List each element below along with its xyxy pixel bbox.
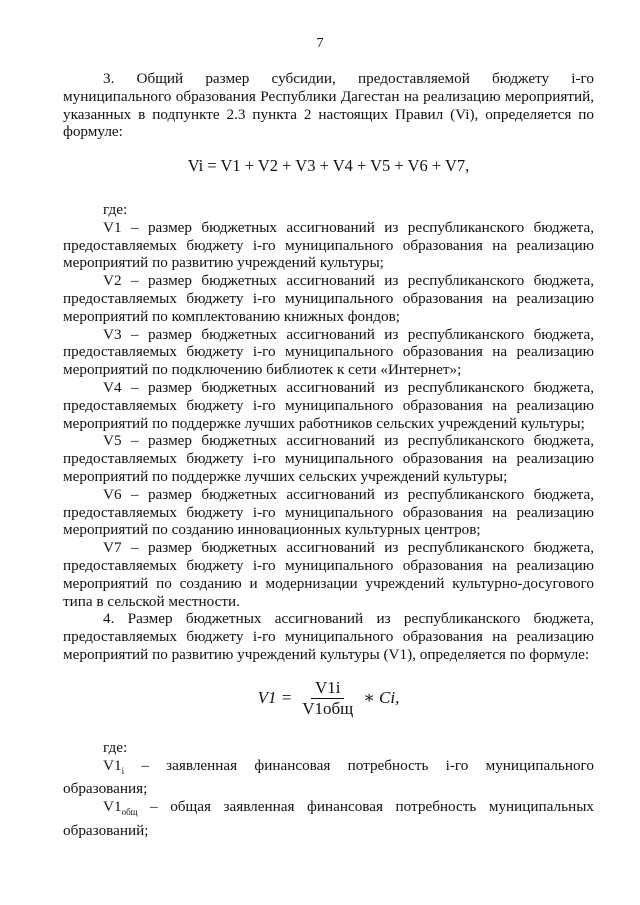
- definition-v1obsch: [63, 798, 594, 840]
- definition-v1i: [63, 757, 594, 799]
- definition-v6: V6 – размер бюджетных ассигнований из республиканского бюджета, предоставляемых бюджету i-го муниципального образования на реализацию мероприятий по созданию инновационных культурных центров;: [63, 485, 594, 539]
- formula-v1-lhs: V1 =: [257, 688, 293, 708]
- definition-v1obsch-text: – общая заявленная финансовая потребность муниципальных образований;: [63, 798, 594, 839]
- definition-v1i-subscript: i: [121, 765, 125, 776]
- paragraph-4: 4. Размер бюджетных ассигнований из республиканского бюджета, предоставляемых бюджету i-го муниципального образования на реализацию мероприятий по развитию учреждений культуры (V1), определяется по формуле:: [63, 610, 594, 663]
- definition-v1obsch-subscript: общ: [121, 807, 138, 818]
- definition-v2: V2 – размер бюджетных ассигнований из республиканского бюджета, предоставляемых бюджету i-го муниципального образования на реализацию мероприятий по комплектованию книжных фондов;: [63, 272, 594, 325]
- definition-v3: V3 – размер бюджетных ассигнований из республиканского бюджета, предоставляемых бюджету i-го муниципального образования на реализацию мероприятий по подключению библиотек к сети «Интернет»;: [63, 325, 594, 379]
- page-number: 7: [316, 36, 324, 51]
- formula-v1-denominator: V1общ: [302, 698, 354, 718]
- formula-v1: [63, 678, 594, 719]
- where-label-2: где:: [103, 738, 128, 756]
- document-body: [63, 70, 594, 840]
- formula-v1-rhs: ∗ Ci,: [363, 688, 400, 708]
- definition-v4: V4 – размер бюджетных ассигнований из республиканского бюджета, предоставляемых бюджету i-го муниципального образования на реализацию мероприятий по поддержке лучших работников сельских учреждений культуры;: [63, 378, 594, 432]
- definition-v7: V7 – размер бюджетных ассигнований из республиканского бюджета, предоставляемых бюджету i-го муниципального образования на реализацию мероприятий по созданию и модернизации учреждений культурно-досугового типа в сельской местности.: [63, 539, 594, 610]
- definition-v1: V1 – размер бюджетных ассигнований из республиканского бюджета, предоставляемых бюджету i-го муниципального образования на реализацию мероприятий по развитию учреждений культуры;: [63, 218, 594, 272]
- formula-v1-fraction: [298, 678, 357, 719]
- definition-v5: V5 – размер бюджетных ассигнований из республиканского бюджета, предоставляемых бюджету i-го муниципального образования на реализацию мероприятий по поддержке лучших сельских учреждений культуры;: [63, 432, 594, 485]
- definition-v1obsch-symbol: V1: [103, 798, 122, 816]
- definition-v1i-text: – заявленная финансовая потребность i-го муниципального образования;: [63, 756, 594, 798]
- paragraph-3: 3. Общий размер субсидии, предоставляемой бюджету i-го муниципального образования Республики Дагестан на реализацию мероприятий, указанных в подпункте 2.3 пункта 2 настоящих Правил (Vi), определяется по формуле:: [63, 70, 594, 141]
- formula-v1-numerator: V1i: [311, 678, 345, 699]
- formula-vi: Vi = V1 + V2 + V3 + V4 + V5 + V6 + V7,: [187, 156, 470, 176]
- definition-v1i-symbol: V1: [103, 756, 122, 774]
- where-label-1: где:: [103, 200, 128, 218]
